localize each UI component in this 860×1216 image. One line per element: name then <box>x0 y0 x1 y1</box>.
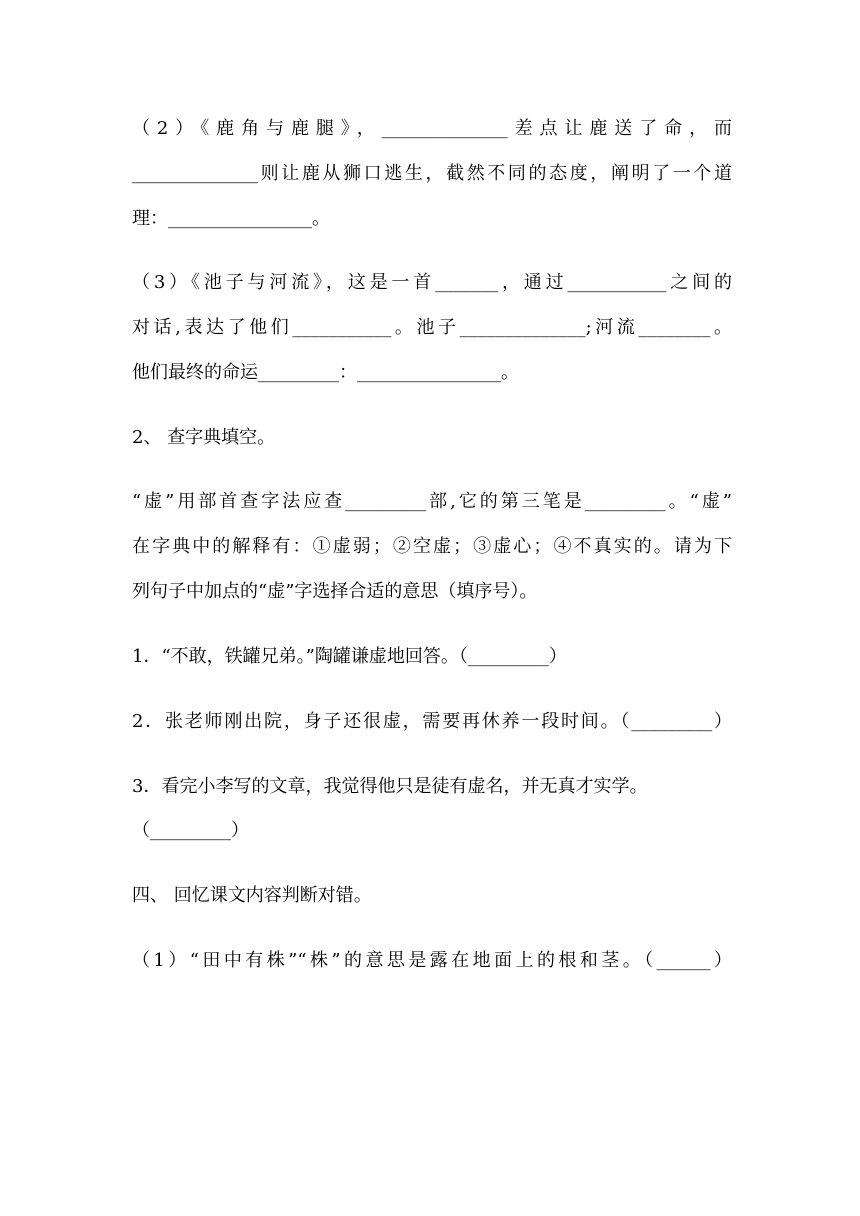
section-2-intro-line-3: 列句子中加点的“虚”字选择合适的意思（填序号）。 <box>132 581 538 602</box>
q1-2-line-1: （2）《鹿角与鹿腿》，______________差点让鹿送了命，而 <box>132 118 732 139</box>
q1-3-line-1: （3）《池子与河流》，这是一首_______，通过___________之间的 <box>132 272 732 293</box>
section-2-item-3-line-1: 3．看完小李写的文章，我觉得他只是徒有虚名，并无真才实学。 <box>132 776 648 797</box>
q1-3-line-2: 对话,表达了他们___________。池子______________;河流________。 <box>132 317 732 338</box>
q1-2-line-3: 理：________________。 <box>132 208 330 229</box>
section-2-item-3-line-2: （_________） <box>132 820 249 841</box>
section-2-intro-line-1: “虚”用部首查字法应查_________部,它的第三笔是_________。“虚” <box>132 491 732 512</box>
section-4-item-1: （1）“田中有株”“株”的意思是露在地面上的根和茎。（______） <box>132 950 732 971</box>
section-2-intro-line-2: 在字典中的解释有：①虚弱；②空虚；③虚心；④不真实的。请为下 <box>132 536 732 557</box>
section-2-heading: 2、 查字典填空。 <box>132 427 276 448</box>
q1-2-line-2: ______________则让鹿从狮口逃生，截然不同的态度，阐明了一个道 <box>132 163 732 184</box>
section-2-item-2: 2．张老师刚出院，身子还很虚，需要再休养一段时间。（_________） <box>132 711 732 732</box>
section-2-item-1: 1．“不敢，铁罐兄弟。”陶罐谦虚地回答。（_________） <box>132 646 567 667</box>
q1-3-line-3: 他们最终的命运_________：________________。 <box>132 362 519 383</box>
section-4-heading: 四、 回忆课文内容判断对错。 <box>132 885 372 906</box>
